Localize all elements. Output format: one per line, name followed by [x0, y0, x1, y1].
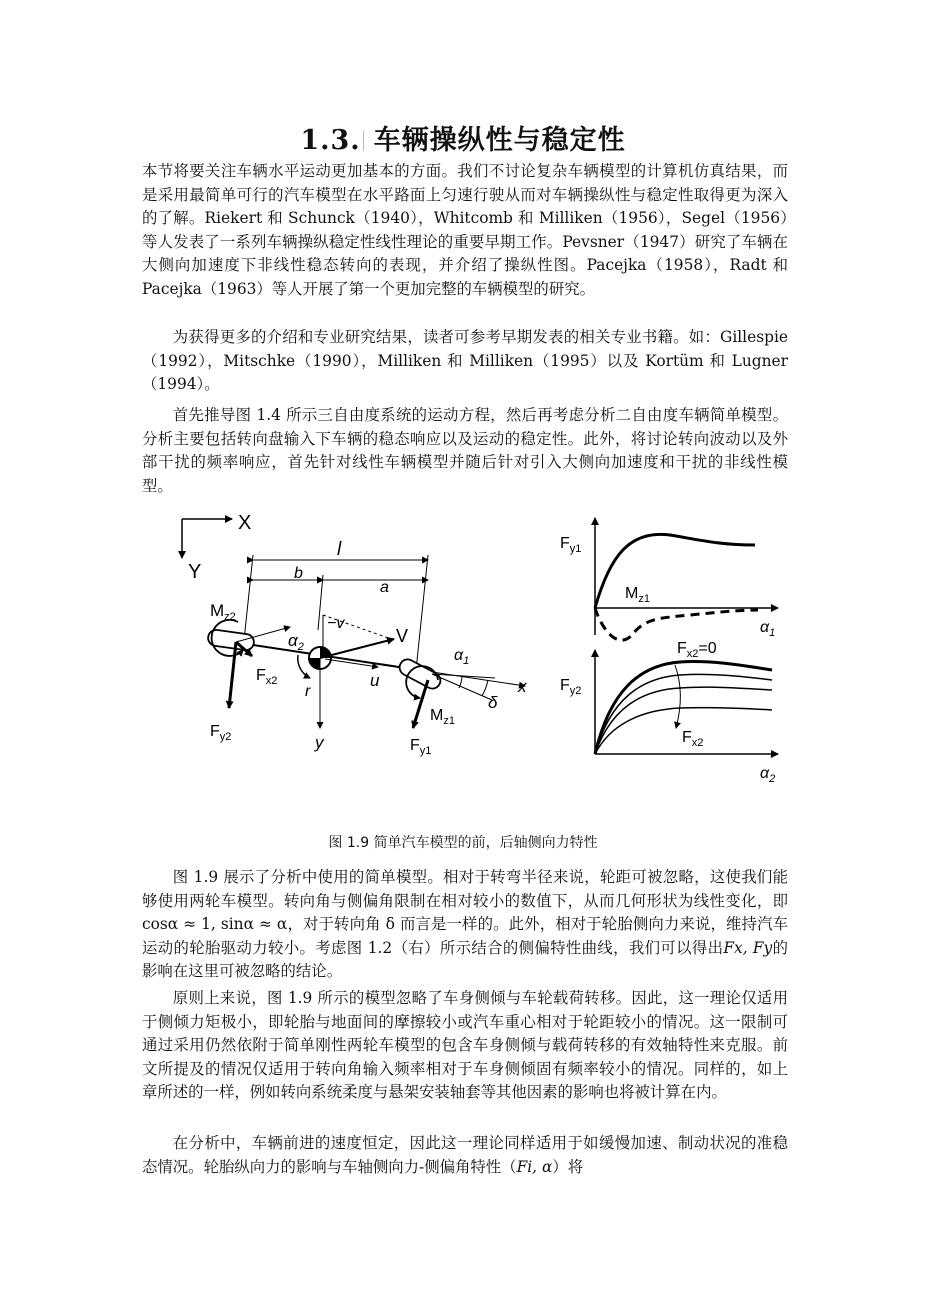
label-Fy1: $F_{y1}$	[410, 737, 432, 757]
paragraph-6-text-b: ）将	[552, 1157, 584, 1176]
label-u: u	[370, 671, 380, 690]
label-r: r	[305, 683, 311, 700]
paragraph-4-text-c: 的影响在这里可被忽略的结论。	[142, 938, 788, 981]
paragraph-2: 为获得更多的介绍和专业研究结果，读者可参考早期发表的相关专业书籍。如：Gillespie（1992），Mitschke（1990），Milliken 和 Milliken（1995）以及 Kortüm 和 Lugner（1994）。	[142, 328, 788, 394]
paragraph-6-symbols: Fi, α	[516, 1157, 553, 1176]
label-alpha2: $\alpha_2$	[288, 631, 304, 653]
paragraph-4-text-a: 图 1.9 展示了分析中使用的简单模型。相对于转弯半径来说，轮距可被忽略，这使我们能够使用两轮车模型。转向角与侧偏角限制在相对较小的数值下，从而几何形状为线性变化，即	[142, 868, 788, 910]
label-y: y	[315, 733, 324, 752]
paragraph-1: 本节将要关注车辆水平运动更加基本的方面。我们不讨论复杂车辆模型的计算机仿真结果，而是采用最简单可行的汽车模型在水平路面上匀速行驶从而对车辆操纵性与稳定性取得更为深入的了解。Riekert 和 Schunck（1940），Whitcomb 和 Milliken（1956），Segel（1956）等人发表了一系列车辆操纵稳定性线性理论的重要早期工作。Pevsner（1947）研究了车辆在大侧向加速度下非线性稳态转向的表现，并介绍了操纵性图。Pacejka（1958），Radt 和 Pacejka（1963）等人开展了第一个更加完整的车辆模型的研究。	[142, 162, 788, 298]
label-x: x	[518, 677, 527, 696]
paragraph-4-text-b: ，对于转向角 δ 而言是一样的。此外，相对于轮胎侧向力来说，维持汽车运动的轮胎驱动力较小。考虑图 1.2（右）所示结合的侧偏特性曲线，我们可以得出	[142, 915, 788, 957]
g1-label-Fy1: $F_{y1}$	[560, 535, 582, 555]
paragraph-4-symbols: Fx, Fy	[723, 938, 773, 957]
label-Y: Y	[188, 561, 202, 583]
figure-caption: 图 1.9 简单汽车模型的前，后轴侧向力特性	[328, 835, 598, 851]
g2-label-Fx2: $F_{x2}$	[682, 729, 704, 749]
section-heading	[0, 118, 926, 157]
paragraph-3: 首先推导图 1.4 所示三自由度系统的运动方程，然后再考虑分析二自由度车辆简单模型。分析主要包括转向盘输入下车辆的稳态响应以及运动的稳定性。此外，将讨论转向波动以及外部干扰的频率响应，首先针对线性车辆模型并随后针对引入大侧向加速度和干扰的非线性模型。	[142, 406, 788, 495]
g1-label-alpha1: $\alpha_1$	[760, 619, 776, 639]
label-Mz1: $M_{z1}$	[430, 707, 455, 727]
label-V: V	[396, 626, 409, 646]
label-delta: δ	[488, 693, 498, 712]
paragraph-5: 原则上来说，图 1.9 所示的模型忽略了车身侧倾与车轮载荷转移。因此，这一理论仅适用于侧倾力矩极小，即轮胎与地面间的摩擦较小或汽车重心相对于轮距较小的情况。这一限制可通过采用仍然依附于简单刚性两轮车模型的包含车身侧倾与载荷转移的有效轴特性来克服。前文所提及的情况仅适用于转向角输入频率相对于车身侧倾固有频率较小的情况。同样的，如上章所述的一样，例如转向系统柔度与悬架安装轴套等其他因素的影响也将被计算在内。	[142, 989, 788, 1102]
label-Fx2: $F_{x2}$	[256, 667, 278, 687]
rear-lateral-force-arrow	[229, 642, 236, 708]
label-l: l	[337, 539, 342, 560]
label-Fy2: $F_{y2}$	[210, 723, 232, 743]
global-axes	[182, 512, 251, 583]
rear-axle-graph	[560, 640, 778, 785]
heading-separator	[363, 131, 370, 151]
label-alpha1: $\alpha_1$	[454, 647, 470, 667]
fy1-curve	[595, 534, 755, 608]
label-a: a	[380, 579, 389, 596]
label-X: X	[238, 512, 252, 534]
g2-label-alpha2: $\alpha_2$	[760, 765, 776, 785]
label-Mz2: $M_{z2}$	[210, 601, 236, 623]
x-axis-local	[432, 672, 525, 686]
front-lateral-force-arrow	[413, 680, 428, 728]
paragraph-4-math: cosα ≈ 1, sinα ≈ α	[142, 915, 288, 934]
g2-label-Fy2: $F_{y2}$	[560, 677, 582, 697]
section-number: 1.3.	[300, 125, 361, 156]
mz1-curve	[595, 608, 758, 640]
paragraph-6	[142, 1132, 788, 1179]
front-velocity-line	[432, 674, 495, 678]
paragraph-4	[142, 866, 788, 984]
paragraph-6-text-a: 在分析中，车辆前进的速度恒定，因此这一理论同样适用于如缓慢加速、制动状况的准稳态情况。轮胎纵向力的影响与车轴侧向力-侧偏角特性（	[142, 1134, 788, 1176]
label-minus-v: −v	[327, 615, 345, 632]
figure-1-9	[170, 510, 790, 810]
g2-label-Fx2-zero: $F_{x2}=0$	[677, 640, 717, 660]
front-axle-graph	[560, 518, 778, 640]
velocity-vector	[320, 639, 394, 658]
label-b: b	[294, 565, 303, 582]
section-title: 车辆操纵性与稳定性	[373, 125, 626, 156]
g1-label-Mz1: $M_{z1}$	[625, 585, 650, 605]
